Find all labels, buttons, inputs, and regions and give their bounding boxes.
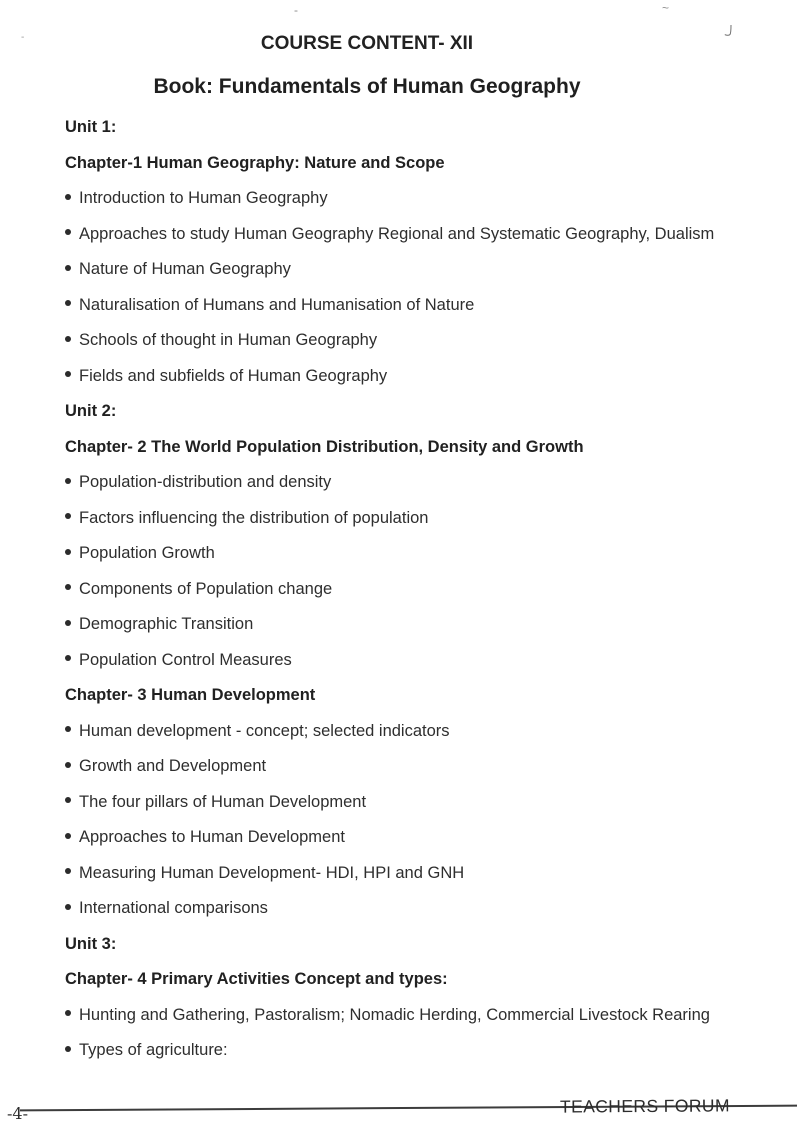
bullet-dot-icon [65, 300, 71, 306]
bullet-item: Types of agriculture: [65, 1039, 725, 1062]
course-content-list [65, 116, 725, 1062]
bullet-dot-icon [65, 194, 71, 200]
footer-brand-text: TEACHERS FORUM [560, 1095, 731, 1117]
bullet-item: Approaches to Human Development [65, 826, 725, 849]
scan-smudge-mark: - [294, 3, 298, 17]
scan-hook-mark [724, 24, 733, 40]
bullet-item: Population Control Measures [65, 649, 725, 672]
book-title: Book: Fundamentals of Human Geography [153, 75, 581, 98]
bullet-dot-icon [65, 478, 71, 484]
bullet-dot-icon [65, 549, 71, 555]
scan-smudge-mark: - [21, 32, 25, 43]
bullet-item: Introduction to Human Geography [65, 187, 725, 210]
bullet-item: Hunting and Gathering, Pastoralism; Nomadic Herding, Commercial Livestock Rearing [65, 1004, 725, 1027]
chapter-heading: Chapter- 4 Primary Activities Concept and types: [65, 970, 448, 988]
unit-heading: Unit 3: [65, 934, 117, 953]
chapter-heading: Chapter-1 Human Geography: Nature and Scope [65, 153, 445, 172]
bullet-dot-icon [65, 1010, 71, 1016]
bullet-item: Factors influencing the distribution of population [65, 507, 725, 530]
bullet-item: Measuring Human Development- HDI, HPI and GNH [65, 862, 725, 885]
page-number: -4- [7, 1104, 28, 1123]
bullet-item: Growth and Development [65, 755, 725, 778]
bullet-item: The four pillars of Human Development [65, 791, 725, 814]
bullet-item: Approaches to study Human Geography Regional and Systematic Geography, Dualism [65, 223, 725, 246]
chapter-heading: Chapter- 2 The World Population Distribution, Density and Growth [65, 437, 584, 456]
scan-smudge-mark: ~ [662, 1, 670, 15]
bullet-item: Schools of thought in Human Geography [65, 329, 725, 352]
bullet-dot-icon [65, 513, 71, 519]
bullet-item: Human development - concept; selected indicators [65, 720, 725, 743]
bullet-dot-icon [65, 371, 71, 377]
unit-heading: Unit 2: [65, 402, 117, 420]
bullet-dot-icon [65, 336, 71, 342]
bullet-dot-icon [65, 655, 71, 661]
bullet-item: Nature of Human Geography [65, 258, 725, 281]
bullet-dot-icon [65, 229, 71, 235]
chapter-heading: Chapter- 3 Human Development [65, 686, 316, 704]
bullet-item: Components of Population change [65, 578, 725, 601]
bullet-dot-icon [65, 620, 71, 626]
bullet-item: Demographic Transition [65, 613, 725, 636]
bullet-dot-icon [65, 1046, 71, 1052]
bullet-dot-icon [65, 584, 71, 590]
bullet-item: Fields and subfields of Human Geography [65, 365, 725, 388]
bullet-dot-icon [65, 265, 71, 271]
bullet-item: Population Growth [65, 542, 725, 565]
bullet-dot-icon [65, 726, 71, 732]
bullet-item: Population-distribution and density [65, 471, 725, 494]
bullet-item: Naturalisation of Humans and Humanisation of Nature [65, 294, 725, 317]
bullet-dot-icon [65, 868, 71, 874]
bullet-dot-icon [65, 833, 71, 839]
unit-heading: Unit 1: [65, 118, 117, 136]
bullet-dot-icon [65, 904, 71, 910]
bullet-dot-icon [65, 762, 71, 768]
bullet-dot-icon [65, 797, 71, 803]
scan-hook-icon [724, 24, 733, 37]
page-title: COURSE CONTENT- XII [260, 33, 474, 54]
bullet-item: International comparisons [65, 897, 725, 920]
document-content [65, 0, 725, 1075]
